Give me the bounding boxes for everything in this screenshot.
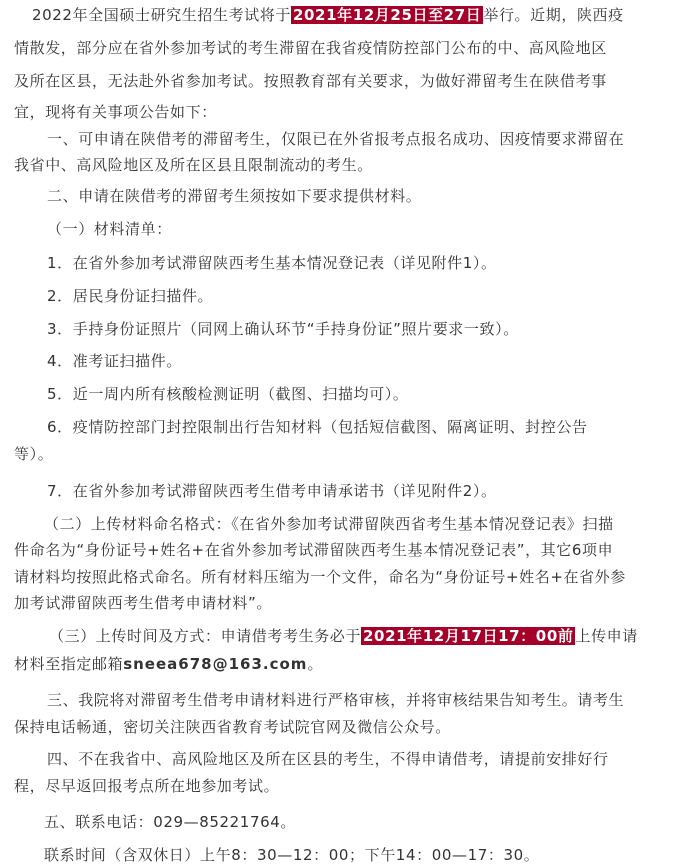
material-item-7: 7．在省外参加考试滞留陕西考生借考申请承诺书（详见附件2）。 (47, 482, 497, 500)
contact-hours: 联系时间（含双休日）上午8：30—12：00；下午14：00—17：30。 (44, 846, 540, 864)
upload-time-line-2 (14, 653, 666, 675)
intro-line-3: 及所在区县，无法赴外省参加考试。按照教育部有关要求，为做好滞留考生在陕借考事 (14, 72, 607, 90)
upload-time-text-b: 上传申请 (575, 627, 638, 645)
submission-email: sneea678@163.com (123, 655, 308, 673)
naming-format-line-3: 请材料均按照此格式命名。所有材料压缩为一个文件，命名为“身份证号+姓名+在省外参 (14, 568, 626, 586)
material-item-5: 5．近一周内所有核酸检测证明（截图、扫描均可）。 (47, 385, 409, 403)
intro-line-4: 宜，现将有关事项公告如下： (14, 103, 217, 121)
naming-format-line-2: 件命名为“身份证号+姓名+在省外参加考试滞留陕西考生基本情况登记表”，其它6项申 (14, 541, 614, 559)
upload-time-line-1 (49, 625, 677, 647)
intro-line-2: 情散发，部分应在省外参加考试的考生滞留在我省疫情防控部门公布的中、高风险地区 (14, 39, 607, 57)
section-4-line-1: 四、不在我省中、高风险地区及所在区县的考生，不得申请借考，请提前安排好行 (47, 750, 609, 768)
material-item-6-line-1: 6．疫情防控部门封控限制出行告知材料（包括短信截图、隔离证明、封控公告 (47, 418, 588, 436)
upload-email-text-a: 材料至指定邮箱 (14, 655, 124, 673)
contact-phone: 五、联系电话：029—85221764。 (44, 813, 296, 831)
intro-line-1 (32, 4, 677, 26)
deadline-highlight: 2021年12月17日17：00前 (363, 627, 574, 645)
naming-format-line-4: 加考试滞留陕西考生借考申请材料”。 (14, 594, 272, 612)
material-item-2: 2．居民身份证扫描件。 (47, 287, 214, 305)
material-item-1: 1．在省外参加考试滞留陕西考生基本情况登记表（详见附件1）。 (47, 254, 497, 272)
material-item-6-line-2: 等）。 (14, 445, 54, 463)
section-3-line-1: 三、我院将对滞留考生借考申请材料进行严格审核，并将审核结果告知考生。请考生 (47, 691, 625, 709)
upload-email-text-b: 。 (307, 655, 324, 673)
section-2-heading: 二、申请在陕借考的滞留考生须按如下要求提供材料。 (47, 187, 422, 205)
material-item-4: 4．准考证扫描件。 (47, 352, 182, 370)
upload-time-text-a: （三）上传时间及方式：申请借考考生务必于 (49, 627, 362, 645)
section-3-line-2: 保持电话畅通，密切关注陕西省教育考试院官网及微信公众号。 (14, 718, 451, 736)
naming-format-line-1: （二）上传材料命名格式：《在省外参加考试滞留陕西省考生基本情况登记表》扫描 (44, 515, 614, 533)
intro-text-a: 2022年全国硕士研究生招生考试将于 (32, 6, 291, 24)
intro-text-b: 举行。近期，陕西疫 (483, 6, 624, 24)
section-4-line-2: 程，尽早返回报考点所在地参加考试。 (14, 777, 280, 795)
material-item-3: 3．手持身份证照片（同网上确认环节“手持身份证”照片要求一致）。 (47, 320, 519, 338)
exam-date-highlight: 2021年12月25日至27日 (292, 6, 482, 24)
section-1-line-2: 我省中、高风险地区及所在区县且限制流动的考生。 (14, 156, 373, 174)
section-1-line-1: 一、可申请在陕借考的滞留考生，仅限已在外省报考点报名成功、因疫情要求滞留在 (47, 130, 625, 148)
materials-list-heading: （一）材料清单： (47, 220, 172, 238)
